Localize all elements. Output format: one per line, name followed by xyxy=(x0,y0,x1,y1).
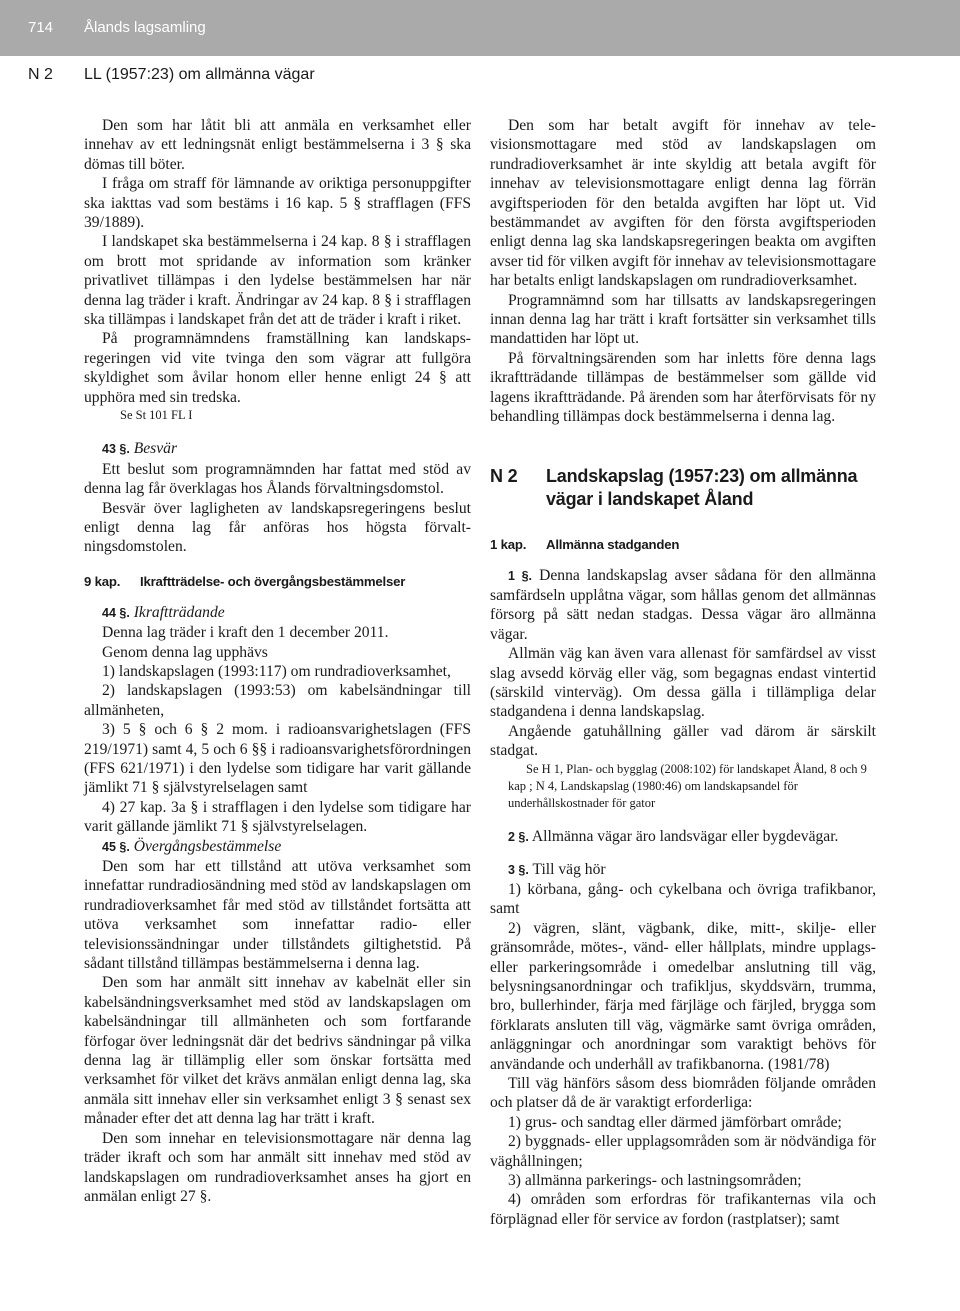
paragraph: Ett beslut som programnämnden har fattat med stöd av denna lag får överklagas hos Ålands förvaltningsdomstol. xyxy=(84,460,471,498)
chapter-title: Ikraftträdelse- och övergångsbestämmelser xyxy=(140,573,406,589)
paragraph: Den som innehar en televisionsmottagare när denna lag träder ikraft och som har anmält sitt innehav med stöd av landskapslagen om rundradioverksamhet anses ha gjort en anmälan enligt 27 §. xyxy=(84,1129,471,1205)
section-number: 45 §. xyxy=(102,839,130,854)
section-number: 3 §. xyxy=(508,862,529,877)
chapter-title: Allmänna stadganden xyxy=(546,536,680,552)
section-text: Allmänna vägar äro landsvägar eller bygdevägar. xyxy=(531,828,839,846)
cross-reference: Se H 1, Plan- och bygglag (2008:102) för landskapet Åland, 8 och 9 kap ; N 4, Landskapslag (1980:46) om landskapsandel för underhållskostnader för gator xyxy=(508,761,867,810)
paragraph: Till väg hänförs såsom dess biområden följande områden och platser då de är varaktigt erforderliga: xyxy=(490,1075,876,1112)
book-title: Ålands lagsamling xyxy=(84,19,206,36)
paragraph: Denna lag träder i kraft den 1 december 2011. xyxy=(102,624,389,642)
list-item: 1) grus- och sandtag eller därmed jämförbart område; xyxy=(508,1113,842,1131)
paragraph: Den som har betalt avgift för innehav av televisionsmottagare med stöd av landskapslagen om rundradioverksamhet är inte skyldig att betala avgift för innehav av televisionsmottagare enligt denna lag förrän avgiftsperioden för den betalda avgiften har löpt ut. Vid bestämmandet av avgiften för den första avgiftsperioden enligt denna lag ska landskapsregeringen beakta om avgiften avser tid för vilken avgift för innehav av televisionsmottagare har betalts enligt landskapslagen om rundradioverksamhet. xyxy=(490,117,876,290)
chapter-number: 9 kap. xyxy=(84,573,121,589)
section-title: Övergångsbestämmelse xyxy=(133,837,282,855)
left-column xyxy=(84,116,471,1206)
cross-reference: Se St 101 FL I xyxy=(120,408,193,423)
running-header xyxy=(0,66,960,88)
chapter-number: 1 kap. xyxy=(490,536,527,552)
list-item: 3) allmänna parkerings- och lastningsområden; xyxy=(508,1172,802,1190)
paragraph: Den som har låtit bli att anmäla en verksamhet eller innehav av ett ledningsnät enligt bestämmelserna i 3 § ska dömas till böter. xyxy=(84,117,471,173)
law-heading-title: Landskapslag (1957:23) om allmänna vägar i landskapet Åland xyxy=(546,465,858,509)
section-44-heading xyxy=(84,603,471,623)
paragraph: Besvär över lagligheten av landskapsregeringens beslut enligt denna lag får anföras hos högsta förvaltningsdomstolen. xyxy=(84,499,471,556)
paragraph: Genom denna lag upphävs xyxy=(102,643,268,661)
list-item: 1) landskapslagen (1993:117) om rundradioverksamhet, xyxy=(102,662,451,680)
chapter-heading xyxy=(84,573,471,591)
list-item: 2) byggnads- eller upplagsområden som är nödvändiga för väghållningen; xyxy=(490,1133,876,1170)
section-number: 44 §. xyxy=(102,605,130,620)
right-column xyxy=(490,116,876,1229)
list-item: 2) landskapslagen (1993:53) om kabelsändningar till allmänheten, xyxy=(84,682,471,719)
section-45-heading xyxy=(84,837,471,857)
list-item: 4) 27 kap. 3a § i strafflagen i den lydelse som tidigare har varit gällande jämlikt 71 § självstyrelselagen. xyxy=(84,798,471,836)
chapter-heading xyxy=(490,536,876,554)
section-1 xyxy=(490,566,876,645)
section-text: Denna landskapslag avser sådana för den allmänna samfärdseln upplåtna vägar, som hållas genom det allmännas försorg på sätt nedan stadgas. Dessa vägar äro allmänna vägar. xyxy=(490,566,876,643)
law-code: N 2 xyxy=(490,465,518,486)
section-text: Till väg hör xyxy=(532,860,606,878)
list-item: 1) körbana, gång- och cykelbana och övriga trafikbanor, samt xyxy=(490,880,876,918)
law-heading xyxy=(490,465,876,512)
section-title: Besvär xyxy=(133,440,178,458)
paragraph: På programnämndens framställning kan landskapsregeringen vid vite tvinga den som vägrar att fullgöra skyldighet som åvilar honom eller henne enligt 24 § att upphöra med sin tredska. xyxy=(84,330,471,406)
section-43-heading xyxy=(84,439,471,459)
section-2 xyxy=(490,827,876,847)
list-item: 4) områden som erfordras för trafikanternas vila och förplägnad eller för service av fordon (rastplatser); samt xyxy=(490,1191,876,1228)
section-number: 1 §. xyxy=(508,568,533,583)
page-header-bar xyxy=(0,0,960,56)
paragraph: Den som har ett tillstånd att utöva verksamhet som innefattar rundradiosändning med stöd av landskapslagen om rundradioverksamhet får med stöd av tillståndet fortsätta att utöva verksamhet som innefattar radio- eller televisionssändningar under tillståndets giltighetstid. På sådant tillstånd tillämpas bestämmelserna i denna lag. xyxy=(84,858,471,973)
section-3 xyxy=(490,860,876,880)
paragraph: Den som har anmält sitt innehav av kabelnät eller sin kabelsändningsverksamhet med stöd av landskapslagen om kabelsändningar till allmänheten och som fortfarande förfogar över ledningsnät där det bedrivs sändningar på vilka denna lag är tillämplig eller som önskar fortsätta med verksamhet för vilket det krävs anmälan enligt denna lag, ska anmäla sitt innehav eller sin verksamhet enligt 3 § senast sex månader efter det att denna lag har trätt i kraft. xyxy=(84,974,471,1128)
section-number: 43 §. xyxy=(102,442,130,457)
paragraph: Allmän väg kan även vara allenast för samfärdsel av visst slag avsedd körväg eller väg, som begagnas endast vintertid (särskild vinterväg). Om dessa gälla i tillämpliga delar stadgandena i denna landskapslag. xyxy=(490,645,876,721)
paragraph: På förvaltningsärenden som har inletts före denna lags ikraftträdande tillämpas de bestämmelser som gällde vid lagens ikraftträdande. På ärenden som har återförvisats för ny behandling tillämpas dock bestämmelserna i denna lag. xyxy=(490,349,876,426)
law-title: LL (1957:23) om allmänna vägar xyxy=(84,66,315,83)
paragraph: I landskapet ska bestämmelserna i 24 kap. 8 § i strafflagen om brott mot spridande av information som kränker privatlivet tillämpas i den lydelse bestämmelsen har när denna lag träder i kraft. Ändringar av 24 kap. 8 § i strafflagen ska tillämpas i landskapet från det att de träder i kraft i riket. xyxy=(84,233,471,329)
section-number: 2 §. xyxy=(508,830,529,845)
paragraph: Programnämnd som har tillsatts av landskapsregeringen innan denna lag har trätt i kraft fortsätter sin verksamhet tills mandattiden har löpt ut. xyxy=(490,291,876,348)
paragraph: Angående gatuhållning gäller vad därom är särskilt stadgat. xyxy=(490,722,876,760)
list-item: 3) 5 § och 6 § 2 mom. i radioansvarighetslagen (FFS 219/1971) samt 4, 5 och 6 §§ i radioansvarighetsförordningen (FFS 621/1971) i den lydelse som tidigare har varit gällande jämlikt 71 § självstyrelselagen samt xyxy=(84,721,471,797)
list-item: 2) vägren, slänt, vägbank, dike, mitt-, skilje- eller gränsområde, mötes-, vänd- eller hållplats, mindre upplags- eller parkeringsområde i omedelbar anslutning till väg, belysningsanordningar och trafikljus, skyddsvärn, trumma, bro, bullerhinder, färja med färjläge och färjled, brygga som förklarats ansluten till väg, vägmärke samt övriga områden, anläggningar och anordningar som varaktigt behövs för användande och underhåll av trafikbanorna. (1981/78) xyxy=(490,919,876,1073)
page-number: 714 xyxy=(28,19,54,36)
section-code: N 2 xyxy=(28,66,53,83)
section-title: Ikraftträdande xyxy=(133,603,225,621)
paragraph: I fråga om straff för lämnande av oriktiga personuppgifter ska iakttas vad som bestäms i 16 kap. 5 § strafflagen (FFS 39/1889). xyxy=(84,175,471,232)
